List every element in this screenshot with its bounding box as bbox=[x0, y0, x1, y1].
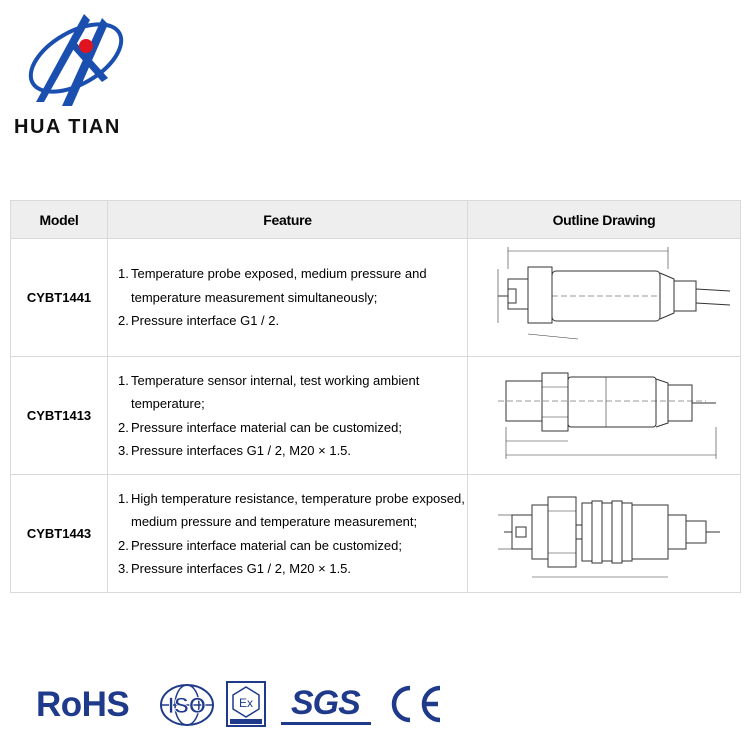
feature-item: 1. Temperature sensor internal, test working ambient temperature; bbox=[118, 372, 420, 411]
outline-drawing-cell bbox=[468, 357, 741, 475]
table-row bbox=[11, 239, 741, 357]
feature-list bbox=[118, 369, 467, 463]
ex-logo bbox=[226, 681, 266, 727]
feature-item: 3. Pressure interfaces G1 / 2, M20 × 1.5. bbox=[118, 561, 352, 576]
company-logo bbox=[14, 10, 134, 138]
feature-item: 1. High temperature resistance, temperature probe exposed, medium pressure and temperature measurement; bbox=[118, 490, 465, 529]
feature-cell bbox=[108, 239, 468, 357]
feature-item: 1. Temperature probe exposed, medium pressure and temperature measurement simultaneously; bbox=[118, 266, 427, 305]
outline-drawing-cell bbox=[468, 475, 741, 593]
brand-name: HUA TIAN bbox=[14, 116, 121, 138]
outline-drawing-cybt1441 bbox=[468, 239, 740, 356]
feature-item: 2. Pressure interface material can be customized; bbox=[118, 537, 402, 553]
model-cell: CYBT1443 bbox=[11, 475, 108, 593]
rohs-logo: RoHS bbox=[36, 685, 130, 724]
huatian-logo-icon bbox=[22, 10, 134, 110]
table-header-row bbox=[11, 201, 741, 239]
outline-drawing-cybt1443 bbox=[468, 475, 740, 592]
iso-logo bbox=[159, 683, 215, 727]
feature-list bbox=[118, 262, 467, 333]
product-spec-table bbox=[10, 200, 741, 593]
feature-list bbox=[118, 487, 467, 581]
iso-text: ISO bbox=[168, 693, 206, 718]
header-model: Model bbox=[11, 201, 108, 239]
ex-text: Ex bbox=[238, 696, 254, 710]
table-row bbox=[11, 357, 741, 475]
feature-item: 2. Pressure interface material can be customized; bbox=[118, 419, 402, 435]
ce-logo bbox=[384, 682, 444, 726]
header-outline-drawing: Outline Drawing bbox=[468, 201, 741, 239]
table-row bbox=[11, 475, 741, 593]
feature-item: 2. Pressure interface G1 / 2. bbox=[118, 313, 280, 329]
feature-cell bbox=[108, 357, 468, 475]
certification-logos bbox=[36, 680, 456, 730]
feature-cell bbox=[108, 475, 468, 593]
outline-drawing-cell bbox=[468, 239, 741, 357]
sgs-logo: SGS bbox=[291, 684, 360, 722]
sgs-underline bbox=[281, 722, 371, 725]
model-cell: CYBT1441 bbox=[11, 239, 108, 357]
header-feature: Feature bbox=[108, 201, 468, 239]
model-cell: CYBT1413 bbox=[11, 357, 108, 475]
outline-drawing-cybt1413 bbox=[468, 357, 740, 474]
feature-item: 3. Pressure interfaces G1 / 2, M20 × 1.5. bbox=[118, 443, 352, 458]
